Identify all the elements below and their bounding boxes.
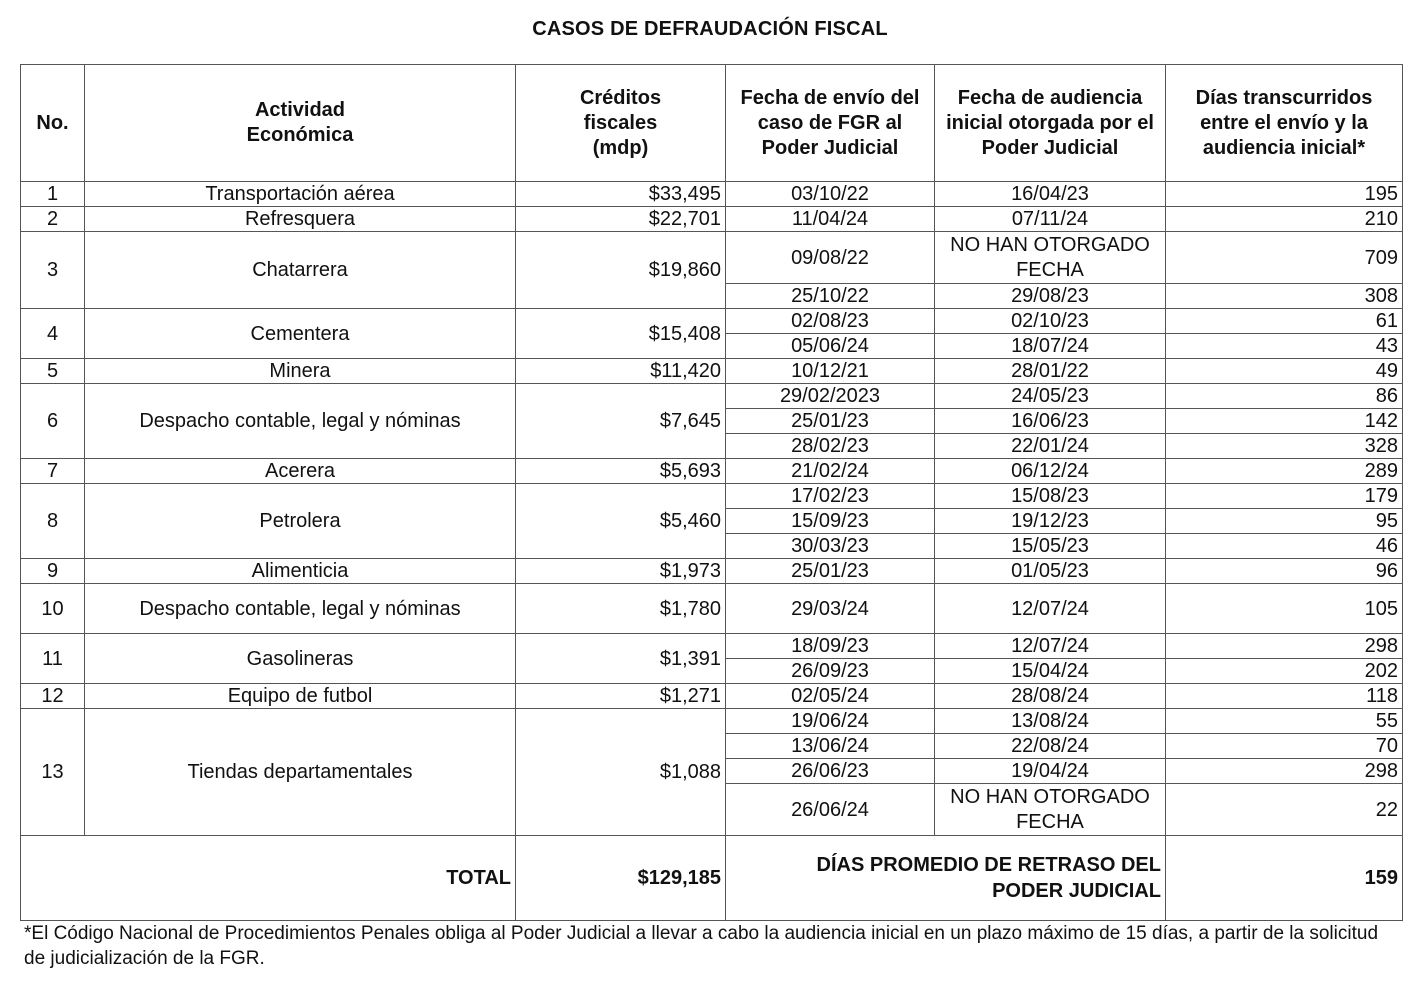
case-audiencia-date: 01/05/23	[935, 559, 1166, 584]
case-envio-date: 13/06/24	[726, 734, 935, 759]
total-label: TOTAL	[21, 836, 516, 921]
table-row	[21, 634, 1403, 659]
header-audiencia: Fecha de audiencia inicial otorgada por el Poder Judicial	[935, 65, 1166, 182]
case-envio-date: 28/02/23	[726, 434, 935, 459]
case-activity: Alimenticia	[85, 559, 516, 584]
totals-row	[21, 836, 1403, 921]
case-envio-date: 10/12/21	[726, 359, 935, 384]
case-credits: $1,780	[516, 584, 726, 634]
table-row	[21, 459, 1403, 484]
case-audiencia-date: 29/08/23	[935, 284, 1166, 309]
case-activity: Refresquera	[85, 207, 516, 232]
case-activity: Minera	[85, 359, 516, 384]
table-row	[21, 207, 1403, 232]
case-envio-date: 03/10/22	[726, 182, 935, 207]
header-creditos: Créditos fiscales (mdp)	[516, 65, 726, 182]
case-number: 3	[21, 232, 85, 309]
case-number: 9	[21, 559, 85, 584]
case-days: 289	[1166, 459, 1403, 484]
case-envio-date: 15/09/23	[726, 509, 935, 534]
case-audiencia-date: 28/08/24	[935, 684, 1166, 709]
table-row	[21, 182, 1403, 207]
case-credits: $7,645	[516, 384, 726, 459]
case-envio-date: 25/01/23	[726, 559, 935, 584]
case-days: 86	[1166, 384, 1403, 409]
case-audiencia-date: 07/11/24	[935, 207, 1166, 232]
avg-delay-value: 159	[1166, 836, 1403, 921]
header-no: No.	[21, 65, 85, 182]
case-number: 10	[21, 584, 85, 634]
case-days: 308	[1166, 284, 1403, 309]
case-activity: Chatarrera	[85, 232, 516, 309]
case-audiencia-date: 12/07/24	[935, 584, 1166, 634]
case-days: 22	[1166, 784, 1403, 836]
case-credits: $1,271	[516, 684, 726, 709]
case-days: 95	[1166, 509, 1403, 534]
case-credits: $33,495	[516, 182, 726, 207]
case-audiencia-date: 15/04/24	[935, 659, 1166, 684]
case-number: 6	[21, 384, 85, 459]
case-audiencia-date: 13/08/24	[935, 709, 1166, 734]
case-credits: $11,420	[516, 359, 726, 384]
case-credits: $5,693	[516, 459, 726, 484]
case-audiencia-date: 18/07/24	[935, 334, 1166, 359]
total-value: $129,185	[516, 836, 726, 921]
case-envio-date: 09/08/22	[726, 232, 935, 284]
case-audiencia-date: 19/12/23	[935, 509, 1166, 534]
case-number: 7	[21, 459, 85, 484]
case-envio-date: 02/08/23	[726, 309, 935, 334]
footnote: *El Código Nacional de Procedimientos Penales obliga al Poder Judicial a llevar a cabo la audiencia inicial en un plazo máximo de 15 días, a partir de la solicitud de judicialización de la FGR.	[24, 923, 1379, 969]
case-envio-date: 17/02/23	[726, 484, 935, 509]
case-audiencia-date: 06/12/24	[935, 459, 1166, 484]
case-days: 195	[1166, 182, 1403, 207]
case-audiencia-date: 28/01/22	[935, 359, 1166, 384]
case-activity: Despacho contable, legal y nóminas	[85, 584, 516, 634]
case-number: 4	[21, 309, 85, 359]
cases-body	[21, 182, 1403, 836]
case-days: 118	[1166, 684, 1403, 709]
table-row	[21, 309, 1403, 334]
case-days: 328	[1166, 434, 1403, 459]
case-days: 55	[1166, 709, 1403, 734]
case-envio-date: 18/09/23	[726, 634, 935, 659]
cases-table	[20, 64, 1403, 921]
header-actividad: Actividad Económica	[85, 65, 516, 182]
table-row	[21, 584, 1403, 634]
case-credits: $1,088	[516, 709, 726, 836]
case-days: 709	[1166, 232, 1403, 284]
case-envio-date: 05/06/24	[726, 334, 935, 359]
case-number: 2	[21, 207, 85, 232]
case-audiencia-date: NO HAN OTORGADO FECHA	[935, 784, 1166, 836]
case-activity: Despacho contable, legal y nóminas	[85, 384, 516, 459]
case-days: 96	[1166, 559, 1403, 584]
case-days: 210	[1166, 207, 1403, 232]
case-audiencia-date: 12/07/24	[935, 634, 1166, 659]
case-audiencia-date: NO HAN OTORGADO FECHA	[935, 232, 1166, 284]
header-envio: Fecha de envío del caso de FGR al Poder Judicial	[726, 65, 935, 182]
case-envio-date: 25/10/22	[726, 284, 935, 309]
case-days: 61	[1166, 309, 1403, 334]
case-audiencia-date: 16/04/23	[935, 182, 1166, 207]
case-audiencia-date: 22/08/24	[935, 734, 1166, 759]
table-row	[21, 559, 1403, 584]
case-envio-date: 30/03/23	[726, 534, 935, 559]
table-row	[21, 484, 1403, 509]
case-audiencia-date: 16/06/23	[935, 409, 1166, 434]
case-days: 179	[1166, 484, 1403, 509]
table-row	[21, 384, 1403, 409]
case-days: 298	[1166, 634, 1403, 659]
case-activity: Equipo de futbol	[85, 684, 516, 709]
case-days: 46	[1166, 534, 1403, 559]
avg-delay-label-text: DÍAS PROMEDIO DE RETRASO DEL PODER JUDICIAL	[816, 854, 1161, 902]
table-row	[21, 232, 1403, 284]
case-activity: Cementera	[85, 309, 516, 359]
case-audiencia-date: 02/10/23	[935, 309, 1166, 334]
table-row	[21, 359, 1403, 384]
case-audiencia-date: 19/04/24	[935, 759, 1166, 784]
case-credits: $1,391	[516, 634, 726, 684]
case-envio-date: 11/04/24	[726, 207, 935, 232]
case-number: 13	[21, 709, 85, 836]
case-credits: $19,860	[516, 232, 726, 309]
case-credits: $22,701	[516, 207, 726, 232]
case-days: 43	[1166, 334, 1403, 359]
avg-delay-label	[726, 836, 1166, 921]
document-title: CASOS DE DEFRAUDACIÓN FISCAL	[532, 18, 888, 40]
case-activity: Acerera	[85, 459, 516, 484]
case-envio-date: 26/09/23	[726, 659, 935, 684]
case-envio-date: 26/06/23	[726, 759, 935, 784]
case-audiencia-date: 15/08/23	[935, 484, 1166, 509]
case-envio-date: 19/06/24	[726, 709, 935, 734]
header-dias: Días transcurridos entre el envío y la audiencia inicial*	[1166, 65, 1403, 182]
case-number: 1	[21, 182, 85, 207]
case-envio-date: 21/02/24	[726, 459, 935, 484]
header-row	[21, 65, 1403, 182]
case-audiencia-date: 22/01/24	[935, 434, 1166, 459]
case-days: 298	[1166, 759, 1403, 784]
case-envio-date: 29/02/2023	[726, 384, 935, 409]
case-credits: $1,973	[516, 559, 726, 584]
case-envio-date: 25/01/23	[726, 409, 935, 434]
case-number: 5	[21, 359, 85, 384]
case-envio-date: 02/05/24	[726, 684, 935, 709]
case-days: 142	[1166, 409, 1403, 434]
table-row	[21, 684, 1403, 709]
case-number: 12	[21, 684, 85, 709]
case-activity: Gasolineras	[85, 634, 516, 684]
case-credits: $15,408	[516, 309, 726, 359]
case-envio-date: 29/03/24	[726, 584, 935, 634]
case-audiencia-date: 15/05/23	[935, 534, 1166, 559]
case-credits: $5,460	[516, 484, 726, 559]
case-activity: Petrolera	[85, 484, 516, 559]
case-number: 8	[21, 484, 85, 559]
case-days: 105	[1166, 584, 1403, 634]
case-activity: Transportación aérea	[85, 182, 516, 207]
case-number: 11	[21, 634, 85, 684]
case-envio-date: 26/06/24	[726, 784, 935, 836]
case-audiencia-date: 24/05/23	[935, 384, 1166, 409]
case-days: 202	[1166, 659, 1403, 684]
case-activity: Tiendas departamentales	[85, 709, 516, 836]
table-row	[21, 709, 1403, 734]
case-days: 70	[1166, 734, 1403, 759]
case-days: 49	[1166, 359, 1403, 384]
